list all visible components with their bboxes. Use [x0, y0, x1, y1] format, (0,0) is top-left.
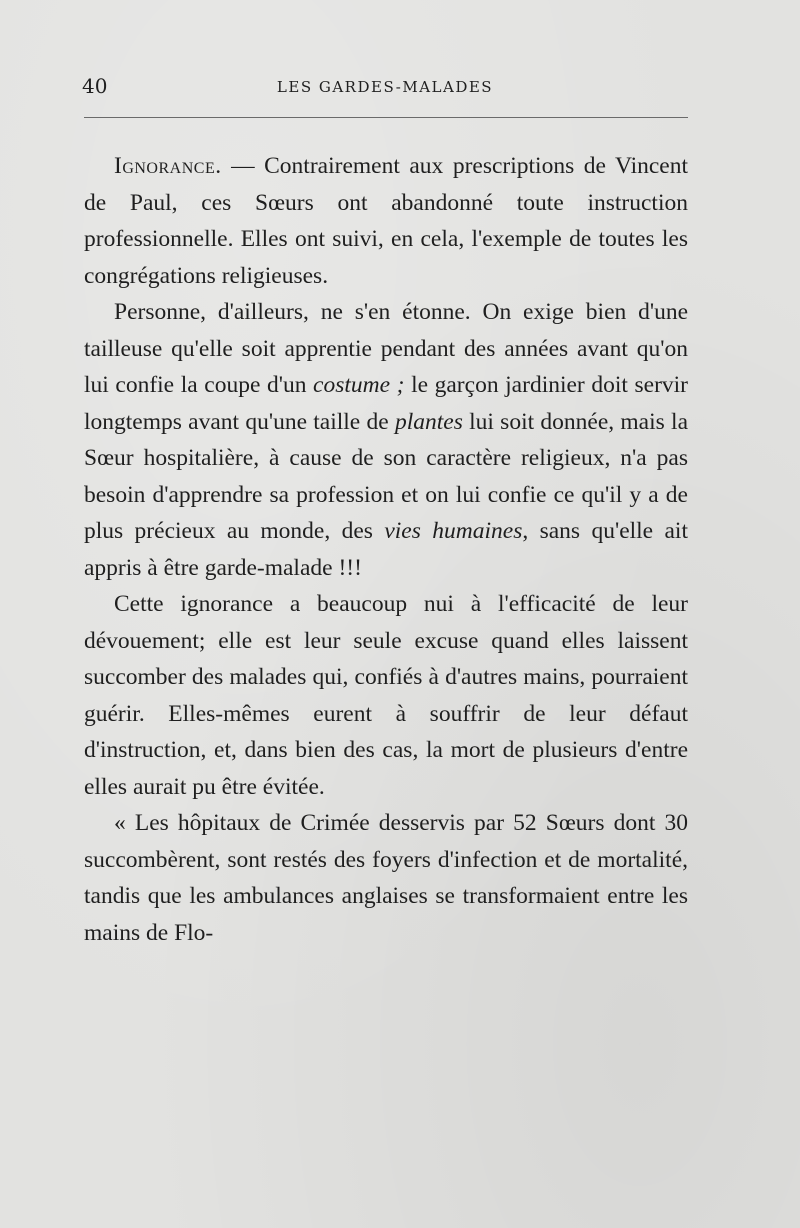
running-title: LES GARDES-MALADES: [276, 78, 494, 96]
paragraph-text: Cette ignorance a beaucoup nui à l'efficacité de leur dévouement; elle est leur seule excuse quand elles laissent succomber des malades qui, confiés à d'autres mains, pourraient guérir. Elles-mêmes eurent à souffrir de leur défaut d'instruction, et, dans bien des cas, la mort de plusieurs d'entre elles aurait pu être évitée.: [84, 591, 688, 800]
paragraph-text: — Contrairement aux prescriptions de Vincent de Paul, ces Sœurs ont abandonné toute instruction professionnelle. Elles ont suivi, en cela, l'exemple de toutes les congrégations religieuses.: [84, 153, 688, 289]
italic-term: vies humaines: [384, 518, 523, 544]
paragraph-text: , sans qu'elle ait appris à être garde-malade !!!: [84, 518, 688, 581]
paragraph-ignorance: [84, 148, 688, 294]
paragraph-text: Personne, d'ailleurs, ne s'en étonne. On exige bien d'une tailleuse qu'elle soit apprentie pendant des années avant qu'on lui confie la coupe d'un: [84, 299, 688, 398]
paragraph-cette-ignorance: [84, 586, 688, 805]
body-text: [84, 148, 688, 951]
italic-term: plantes: [394, 408, 463, 435]
page-number: 40: [82, 74, 108, 98]
paragraph-text: lui soit donnée, mais la Sœur hospitalière, à cause de son caractère religieux, n'a pas besoin d'apprendre sa profession et on lui confie ce qu'il y a de plus précieux au monde, des: [84, 408, 689, 544]
section-lead: Ignorance.: [114, 153, 222, 179]
paragraph-text: le garçon jardinier doit servir longtemps avant qu'une taille de: [84, 372, 689, 435]
italic-term: costume ;: [313, 372, 405, 398]
paragraph-text: « Les hôpitaux de Crimée desservis par 52 Sœurs dont 30 succombèrent, sont restés des foyers d'infection et de mortalité, tandis que les ambulances anglaises se transformaient entre les mains de Flo-: [84, 810, 688, 946]
header-rule: [84, 117, 688, 118]
page-header: [82, 74, 688, 102]
paragraph-hopitaux-crimee: [84, 805, 688, 951]
paragraph-personne: [84, 294, 688, 586]
